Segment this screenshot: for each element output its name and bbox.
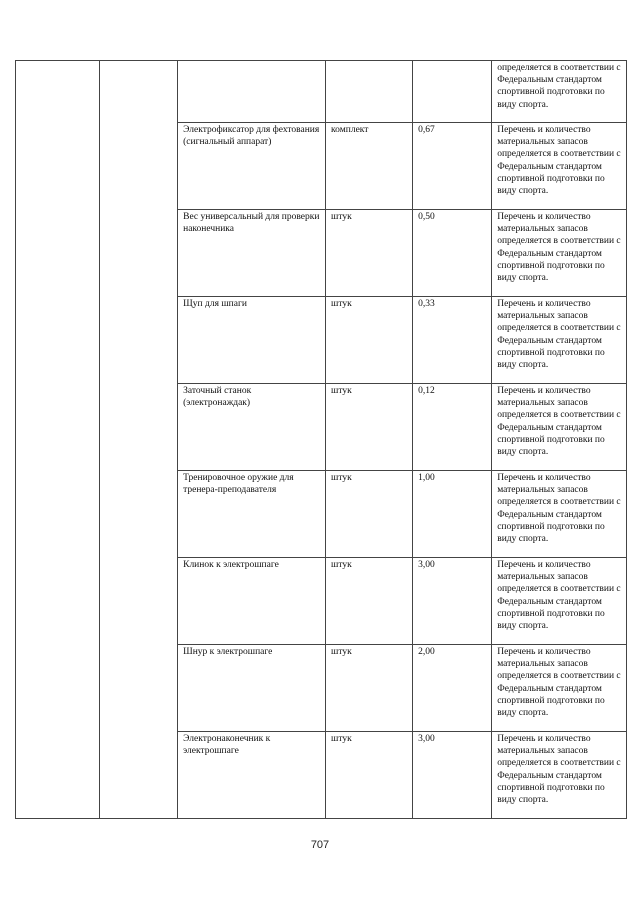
cell-unit: комплект (326, 123, 413, 210)
cell-unit: штук (326, 384, 413, 471)
cell-qty: 2,00 (413, 645, 492, 732)
cell-note: Перечень и количество материальных запасов определяется в соответствии с Федеральным стандартом спортивной подготовки по виду спорта. (492, 210, 627, 297)
cell-name: Клинок к электрошпаге (178, 558, 326, 645)
cell-name: Электрофиксатор для фехтования (сигнальный аппарат) (178, 123, 326, 210)
cell-note: Перечень и количество материальных запасов определяется в соответствии с Федеральным стандартом спортивной подготовки по виду спорта. (492, 558, 627, 645)
cell-name (178, 61, 326, 123)
cell-name: Электронаконечник к электрошпаге (178, 732, 326, 819)
cell-note: Перечень и количество материальных запасов определяется в соответствии с Федеральным стандартом спортивной подготовки по виду спорта. (492, 732, 627, 819)
cell-note: Перечень и количество материальных запасов определяется в соответствии с Федеральным стандартом спортивной подготовки по виду спорта. (492, 384, 627, 471)
cell-unit: штук (326, 645, 413, 732)
cell-name: Щуп для шпаги (178, 297, 326, 384)
cell-name: Шнур к электрошпаге (178, 645, 326, 732)
cell-qty: 3,00 (413, 732, 492, 819)
cell-qty: 3,00 (413, 558, 492, 645)
merged-cell-col1 (16, 61, 100, 819)
cell-note: Перечень и количество материальных запасов определяется в соответствии с Федеральным стандартом спортивной подготовки по виду спорта. (492, 123, 627, 210)
cell-name: Заточный станок (электронаждак) (178, 384, 326, 471)
cell-qty: 0,67 (413, 123, 492, 210)
equipment-table (15, 60, 627, 819)
page-number: 707 (310, 839, 330, 851)
cell-qty: 0,33 (413, 297, 492, 384)
cell-note: Перечень и количество материальных запасов определяется в соответствии с Федеральным стандартом спортивной подготовки по виду спорта. (492, 645, 627, 732)
cell-unit: штук (326, 297, 413, 384)
cell-qty: 0,50 (413, 210, 492, 297)
table-row-continuation (16, 61, 627, 123)
cell-unit: штук (326, 471, 413, 558)
cell-unit: штук (326, 210, 413, 297)
cell-unit: штук (326, 558, 413, 645)
cell-note: Перечень и количество материальных запасов определяется в соответствии с Федеральным стандартом спортивной подготовки по виду спорта. (492, 297, 627, 384)
cell-note: Перечень и количество материальных запасов определяется в соответствии с Федеральным стандартом спортивной подготовки по виду спорта. (492, 471, 627, 558)
cell-unit: штук (326, 732, 413, 819)
cell-qty: 0,12 (413, 384, 492, 471)
merged-cell-col2 (100, 61, 178, 819)
cell-qty: 1,00 (413, 471, 492, 558)
cell-qty (413, 61, 492, 123)
cell-name: Вес универсальный для проверки наконечника (178, 210, 326, 297)
cell-note: определяется в соответствии с Федеральным стандартом спортивной подготовки по виду спорта. (492, 61, 627, 123)
cell-name: Тренировочное оружие для тренера-преподавателя (178, 471, 326, 558)
cell-unit (326, 61, 413, 123)
